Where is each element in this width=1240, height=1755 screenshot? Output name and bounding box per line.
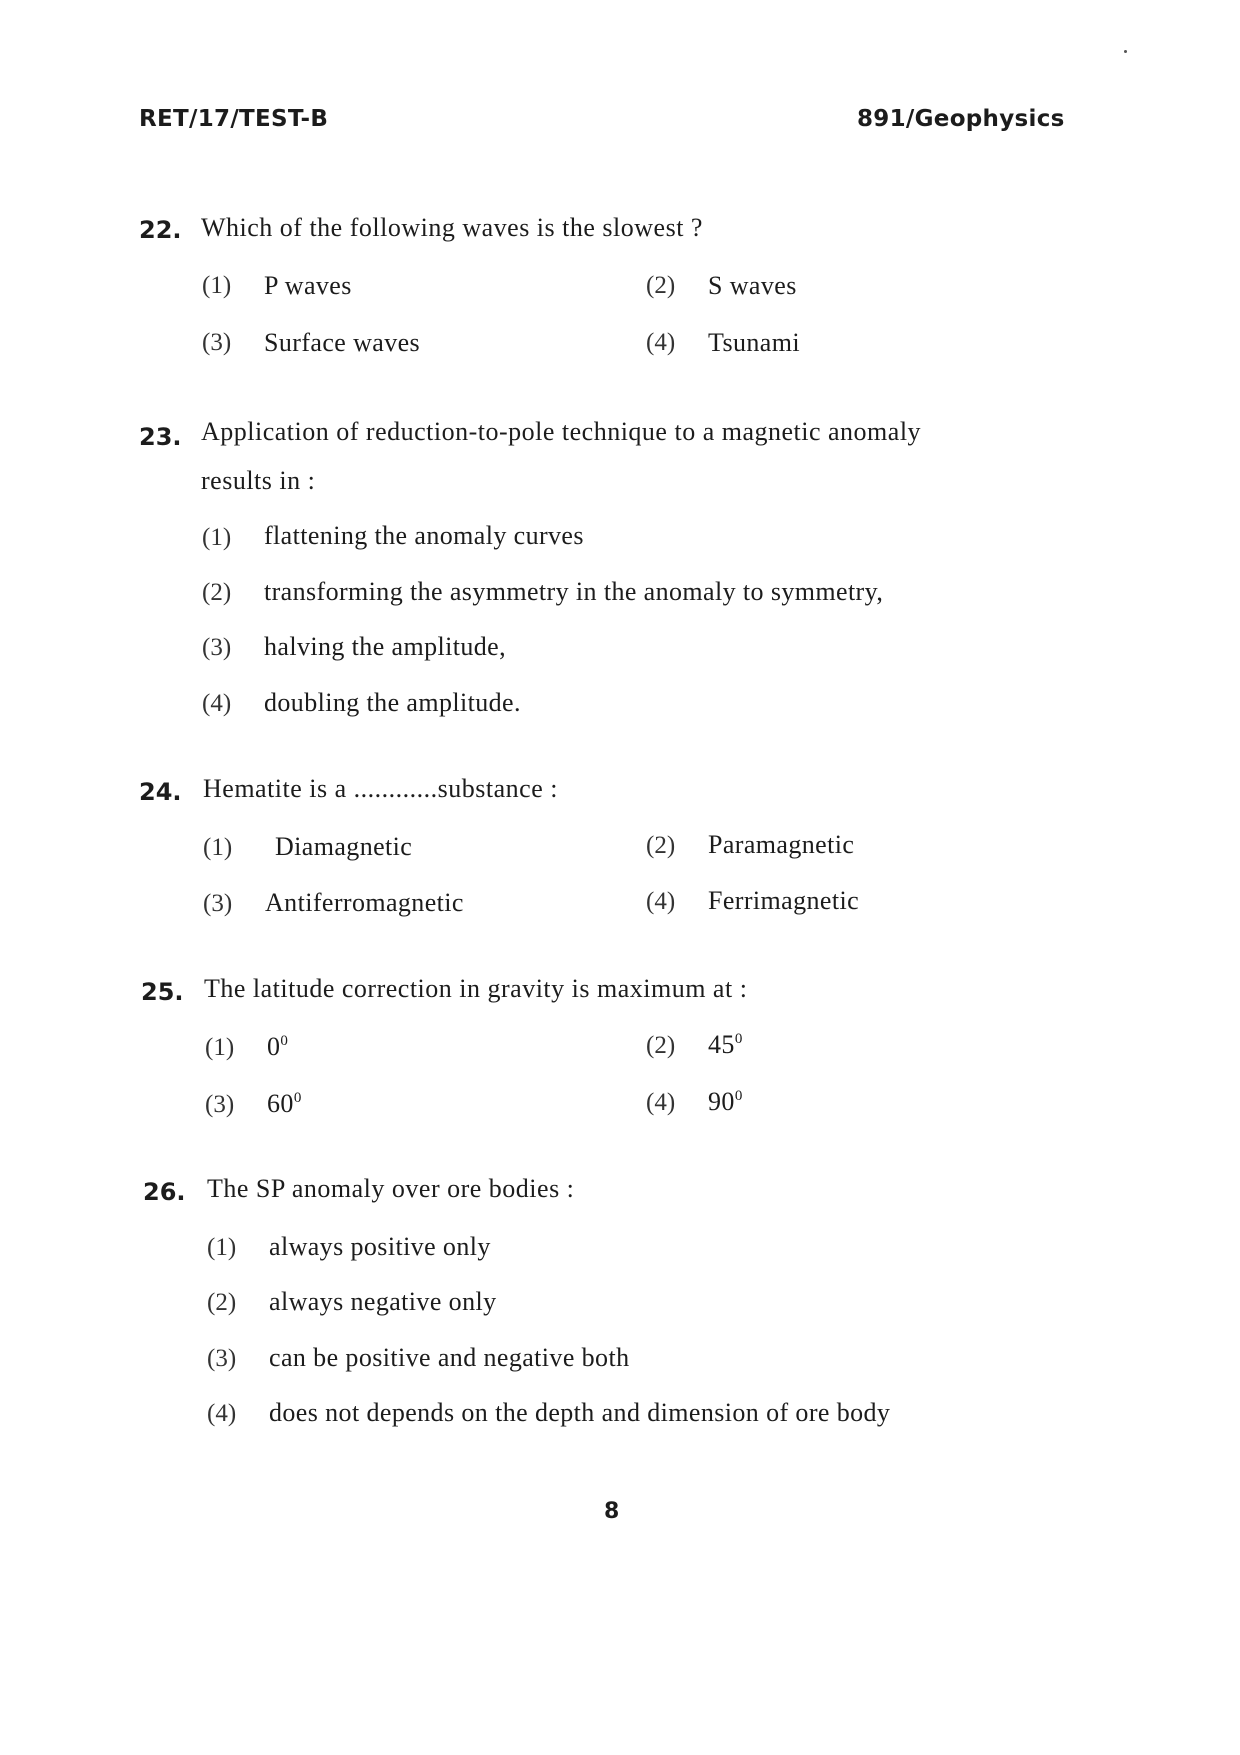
scan-speck [1124, 50, 1127, 53]
option-number: (1) [202, 272, 232, 299]
option-text: P waves [264, 271, 352, 300]
option-number: (4) [646, 1089, 676, 1116]
option-text: S waves [708, 271, 797, 300]
question-text: The SP anomaly over ore bodies : [207, 1174, 575, 1203]
question-text: Hematite is a ............substance : [203, 774, 558, 803]
option-text: Paramagnetic [708, 830, 855, 859]
option-value: 0 [267, 1032, 281, 1061]
degree-superscript: 0 [293, 1090, 302, 1106]
option-text: transforming the asymmetry in the anomaly to symmetry, [264, 577, 884, 606]
option-number: (4) [202, 690, 232, 717]
option-number: (3) [203, 890, 233, 917]
option-text [708, 1030, 743, 1060]
question-text: The latitude correction in gravity is maximum at : [204, 974, 748, 1003]
option-text: Surface waves [264, 328, 421, 357]
question-text: Application of reduction-to-pole technique to a magnetic anomaly [201, 417, 922, 446]
option-number: (3) [205, 1091, 235, 1118]
option-text: does not depends on the depth and dimension of ore body [269, 1398, 891, 1427]
question-number: 23. [139, 423, 182, 451]
option-number: (2) [646, 832, 676, 859]
option-number: (2) [202, 579, 232, 606]
option-text: doubling the amplitude. [264, 688, 521, 717]
question-number: 26. [143, 1178, 186, 1206]
option-text [267, 1032, 288, 1062]
option-number: (4) [646, 329, 676, 356]
question-number: 22. [139, 216, 182, 244]
option-text [267, 1089, 302, 1119]
degree-superscript: 0 [734, 1088, 743, 1104]
header-subject: 891/Geophysics [857, 106, 1065, 132]
option-text: Tsunami [708, 328, 800, 357]
question-text: Which of the following waves is the slowest ? [201, 213, 703, 242]
option-number: (1) [205, 1034, 235, 1061]
option-text: Ferrimagnetic [708, 886, 860, 915]
option-number: (2) [207, 1289, 237, 1316]
option-value: 60 [267, 1089, 294, 1118]
degree-superscript: 0 [280, 1033, 289, 1049]
option-text [708, 1087, 743, 1117]
option-value: 45 [708, 1030, 735, 1059]
option-number: (3) [207, 1345, 237, 1372]
option-number: (2) [646, 272, 676, 299]
option-text: can be positive and negative both [269, 1343, 630, 1372]
option-text: always positive only [269, 1232, 491, 1261]
option-number: (1) [202, 524, 232, 551]
header-test-code: RET/17/TEST-B [139, 106, 329, 132]
option-text: always negative only [269, 1287, 497, 1316]
option-text: flattening the anomaly curves [264, 521, 584, 550]
option-text: Diamagnetic [275, 832, 413, 861]
degree-superscript: 0 [734, 1031, 743, 1047]
option-number: (1) [207, 1234, 237, 1261]
option-number: (1) [203, 834, 233, 861]
question-text-continued: results in : [201, 466, 316, 495]
page-number: 8 [604, 1499, 620, 1524]
option-number: (2) [646, 1032, 676, 1059]
option-value: 90 [708, 1087, 735, 1116]
question-number: 25. [141, 978, 184, 1006]
question-number: 24. [139, 778, 182, 806]
option-number: (4) [207, 1400, 237, 1427]
option-text: Antiferromagnetic [265, 888, 464, 917]
option-number: (3) [202, 329, 232, 356]
option-text: halving the amplitude, [264, 632, 507, 661]
option-number: (3) [202, 634, 232, 661]
option-number: (4) [646, 888, 676, 915]
